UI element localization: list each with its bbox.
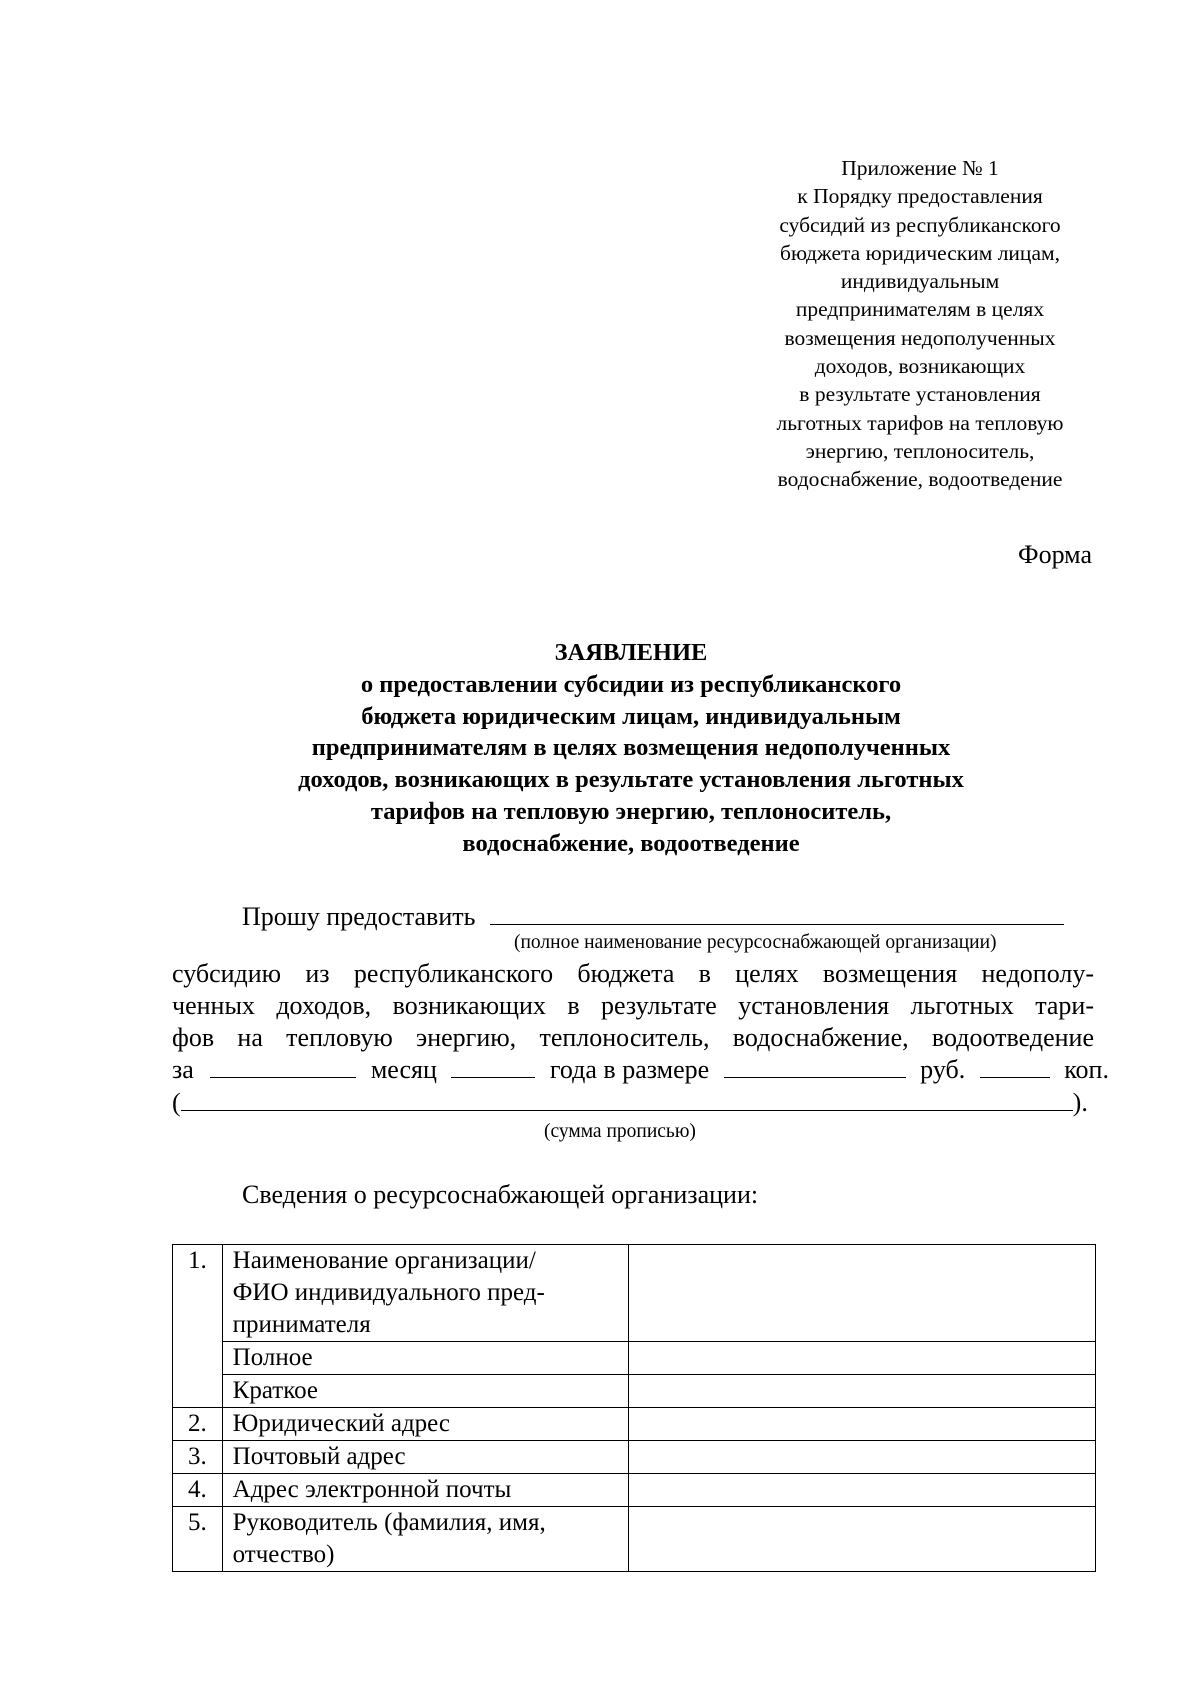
row-value-field[interactable] [628,1342,1095,1375]
body-line: ченных доходов, возникающих в результате установления льготных тари- [172,991,1094,1020]
row-value-field[interactable] [628,1474,1095,1507]
appendix-line: в результате установления [799,382,1041,407]
appendix-line: водоснабжение, водоотведение [777,467,1063,492]
appendix-line: субсидий из республиканского [779,212,1061,237]
appendix-line: бюджета юридическим лицам, [780,240,1060,265]
sum-words-line [172,1088,1088,1118]
appendix-line: к Порядку предоставления [797,184,1043,209]
period-month: месяц [370,1055,437,1084]
year-field[interactable] [451,1055,535,1078]
row-label-line: Наименование организации/ [232,1247,536,1274]
table-row [173,1507,1096,1572]
row-label-line: Руководитель (фамилия, имя, [232,1509,546,1536]
title-line: бюджета юридическим лицам, индивидуальным [361,702,901,730]
body-line: фов на тепловую энергию, теплоноситель, водоснабжение, водоотведение [172,1023,1094,1052]
period-rub: руб. [920,1055,966,1084]
request-line [242,902,1064,932]
row-value-field[interactable] [628,1441,1095,1474]
appendix-reference [700,154,1140,494]
request-prefix: Прошу предоставить [242,902,476,931]
row-value-field[interactable] [628,1245,1095,1342]
table-row [173,1375,1096,1408]
period-kop: коп. [1064,1055,1109,1084]
sum-words-field[interactable] [181,1088,1073,1111]
table-row [173,1408,1096,1441]
table-row [173,1474,1096,1507]
table-row [173,1441,1096,1474]
org-name-field[interactable] [490,902,1064,925]
row-label: Адрес электронной почты [222,1474,628,1507]
appendix-line: доходов, возникающих [814,354,1026,379]
row-number: 5. [173,1507,223,1572]
appendix-line: возмещения недополученных [784,325,1056,350]
title-line: предпринимателям в целях возмещения недополученных [311,734,951,762]
row-label [222,1245,628,1342]
row-label [222,1507,628,1572]
sum-open: ( [172,1088,181,1117]
period-za: за [172,1055,194,1084]
title-line: о предоставлении субсидии из республиканского [360,670,902,698]
row-number: 3. [173,1441,223,1474]
table-row [173,1245,1096,1342]
appendix-line: предпринимателям в целях [795,297,1045,322]
table-row [173,1342,1096,1375]
row-label: Юридический адрес [222,1408,628,1441]
row-number [173,1342,223,1375]
row-value-field[interactable] [628,1408,1095,1441]
row-label: Полное [222,1342,628,1375]
period-year: года в размере [549,1055,710,1084]
row-number: 2. [173,1408,223,1441]
appendix-line: льготных тарифов на тепловую [776,410,1064,435]
sum-close: ). [1072,1088,1088,1117]
appendix-line: индивидуальным [840,269,1000,294]
row-label-line: ФИО индивидуального пред- [232,1279,545,1306]
row-label: Краткое [222,1375,628,1408]
sum-words-caption: (сумма прописью) [544,1121,696,1142]
row-label: Почтовый адрес [222,1441,628,1474]
org-info-table [172,1244,1096,1572]
row-label-line: принимателя [232,1311,371,1338]
month-field[interactable] [210,1055,356,1078]
appendix-line: энергию, теплоноситель, [805,438,1035,463]
title-heading: ЗАЯВЛЕНИЕ [554,639,708,666]
form-label: Форма [1018,540,1092,569]
row-number: 1. [173,1245,223,1342]
title-line: доходов, возникающих в результате установления льготных [298,766,964,794]
rub-field[interactable] [724,1055,906,1078]
row-number [173,1375,223,1408]
row-number: 4. [173,1474,223,1507]
org-info-heading: Сведения о ресурсоснабжающей организации: [242,1180,759,1209]
body-line: субсидию из республиканского бюджета в целях возмещения недополу- [172,959,1094,988]
kop-field[interactable] [980,1055,1050,1078]
title-line: тарифов на тепловую энергию, теплоноситель, [370,797,892,825]
org-name-caption: (полное наименование ресурсоснабжающей организации) [514,932,997,953]
row-value-field[interactable] [628,1507,1095,1572]
title-line: водоснабжение, водоотведение [462,829,800,857]
document-title [0,637,1200,860]
appendix-line: Приложение № 1 [841,156,999,180]
row-label-line: отчество) [232,1541,335,1568]
period-line [172,1055,1109,1085]
row-value-field[interactable] [628,1375,1095,1408]
